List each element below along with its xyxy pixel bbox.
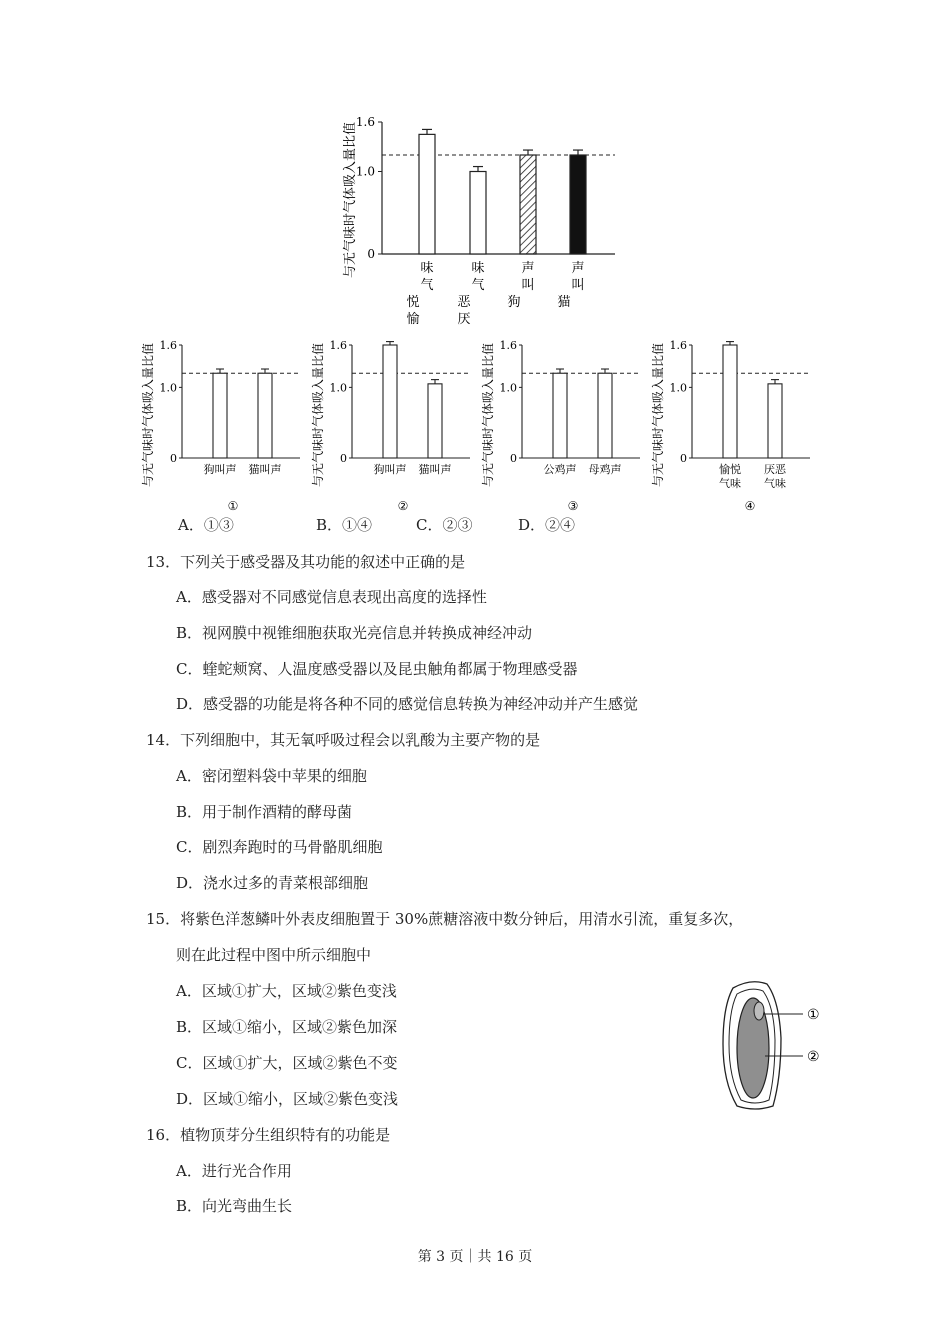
main-bar — [520, 155, 536, 254]
small-chart-number: ① — [227, 499, 239, 513]
q13-stem: 13．下列关于感受器及其功能的叙述中正确的是 — [146, 553, 466, 571]
small-chart-ylabel: 与无气味时气体吸入量比值 — [311, 342, 325, 488]
main-ytick-label: 1.0 — [355, 164, 375, 179]
small-chart-number: ③ — [567, 499, 579, 513]
small-ytick-label: 0 — [510, 452, 517, 465]
q15-stem-line2: 则在此过程中图中所示细胞中 — [176, 946, 372, 964]
q15-option-c: C．区域①扩大，区域②紫色不变 — [176, 1054, 398, 1072]
small-chart-ylabel: 与无气味时气体吸入量比值 — [141, 342, 155, 488]
small-category-label: 猫叫声 — [418, 463, 452, 476]
main-category-label: 气 — [420, 278, 434, 293]
small-ytick-label: 0 — [340, 452, 347, 465]
main-category-label: 愉 — [406, 312, 420, 327]
main-category-label: 声 — [571, 261, 585, 276]
small-bar — [383, 345, 397, 458]
nucleus-region-1 — [754, 1002, 764, 1020]
q16-option-a: A．进行光合作用 — [176, 1162, 292, 1180]
q13-option-b: B．视网膜中视锥细胞获取光亮信息并转换成神经冲动 — [176, 624, 533, 642]
small-chart-number: ② — [397, 499, 409, 513]
q14-option-a: A．密闭塑料袋中苹果的细胞 — [176, 767, 367, 785]
small-category-label: 狗叫声 — [203, 463, 237, 476]
q16-stem: 16．植物顶芽分生组织特有的功能是 — [146, 1126, 391, 1144]
main-category-label: 悦 — [406, 295, 420, 310]
small-category-label: 母鸡声 — [588, 463, 622, 476]
main-category-label: 厌 — [457, 312, 471, 327]
small-chart-4 — [650, 335, 820, 520]
small-category-label: 公鸡声 — [543, 463, 577, 476]
small-category-label-2: 气味 — [764, 477, 786, 490]
q15-stem-line1: 15．将紫色洋葱鳞叶外表皮细胞置于 30%蔗糖溶液中数分钟后，用清水引流，重复多次， — [146, 910, 744, 928]
cell-label-2: ② — [807, 1049, 820, 1065]
q15-option-d: D．区域①缩小，区域②紫色变浅 — [176, 1090, 399, 1108]
q13-option-c: C．蝰蛇颊窝、人温度感受器以及昆虫触角都属于物理感受器 — [176, 660, 578, 678]
small-bar — [598, 373, 612, 458]
small-bar — [213, 373, 227, 458]
small-ytick-label: 1.0 — [329, 381, 347, 395]
main-bar — [470, 172, 486, 255]
small-chart-2 — [310, 335, 480, 520]
small-bar — [258, 373, 272, 458]
small-ytick-label: 1.6 — [669, 339, 687, 352]
small-category-label: 愉悦 — [719, 463, 741, 476]
main-category-label: 叫 — [571, 278, 585, 293]
small-ytick-label: 1.0 — [669, 381, 687, 395]
main-category-label: 猫 — [557, 295, 571, 310]
main-ytick-label: 1.6 — [355, 115, 375, 129]
small-chart-3 — [480, 335, 650, 520]
q14-option-b: B．用于制作酒精的酵母菌 — [176, 803, 353, 821]
small-category-label: 厌恶 — [764, 463, 786, 476]
small-ytick-label: 1.6 — [159, 339, 177, 352]
q12-option-c: C．②③ — [416, 516, 473, 534]
q13-option-a: A．感受器对不同感觉信息表现出高度的选择性 — [176, 588, 487, 606]
q13-option-d: D．感受器的功能是将各种不同的感觉信息转换为神经冲动并产生感觉 — [176, 695, 639, 713]
small-bar — [428, 384, 442, 458]
small-ytick-label: 0 — [680, 452, 687, 465]
main-category-label: 味 — [420, 261, 434, 276]
q12-option-a: A．①③ — [178, 516, 234, 534]
small-ytick-label: 0 — [170, 452, 177, 465]
small-category-label-2: 气味 — [719, 477, 741, 490]
main-ytick-label: 0 — [367, 247, 375, 261]
small-bar — [723, 345, 737, 458]
main-category-label: 声 — [521, 261, 535, 276]
main-chart-ylabel: 与无气味时气体吸入量比值 — [343, 121, 358, 279]
main-category-label: 叫 — [521, 278, 535, 293]
q14-stem: 14．下列细胞中，其无氧呼吸过程会以乳酸为主要产物的是 — [146, 731, 541, 749]
q16-option-b: B．向光弯曲生长 — [176, 1197, 293, 1215]
small-chart-ylabel: 与无气味时气体吸入量比值 — [651, 342, 665, 488]
small-ytick-label: 1.6 — [329, 339, 347, 352]
q12-option-b: B．①④ — [316, 516, 373, 534]
q12-option-d: D．②④ — [518, 516, 576, 534]
small-chart-1 — [140, 335, 310, 520]
page-footer: 第 3 页｜共 16 页 — [417, 1249, 533, 1265]
q15-option-a: A．区域①扩大，区域②紫色变浅 — [176, 982, 397, 1000]
small-bar — [553, 373, 567, 458]
q14-option-d: D．浇水过多的青菜根部细胞 — [176, 874, 369, 892]
main-category-label: 狗 — [507, 295, 521, 310]
small-chart-number: ④ — [744, 499, 756, 513]
small-category-label: 狗叫声 — [373, 463, 407, 476]
small-ytick-label: 1.0 — [499, 381, 517, 395]
small-chart-ylabel: 与无气味时气体吸入量比值 — [481, 342, 495, 488]
main-bar — [419, 134, 435, 254]
main-bar — [570, 155, 586, 254]
main-bar-chart — [330, 110, 620, 350]
q14-option-c: C．剧烈奔跑时的马骨骼肌细胞 — [176, 838, 383, 856]
small-category-label: 猫叫声 — [248, 463, 282, 476]
cell-label-1: ① — [807, 1007, 820, 1023]
main-category-label: 气 — [471, 278, 485, 293]
q15-option-b: B．区域①缩小，区域②紫色加深 — [176, 1018, 398, 1036]
onion-cell-diagram — [715, 978, 835, 1113]
small-ytick-label: 1.0 — [159, 381, 177, 395]
small-bar — [768, 384, 782, 458]
small-ytick-label: 1.6 — [499, 339, 517, 352]
main-category-label: 恶 — [457, 295, 471, 310]
main-category-label: 味 — [471, 261, 485, 276]
